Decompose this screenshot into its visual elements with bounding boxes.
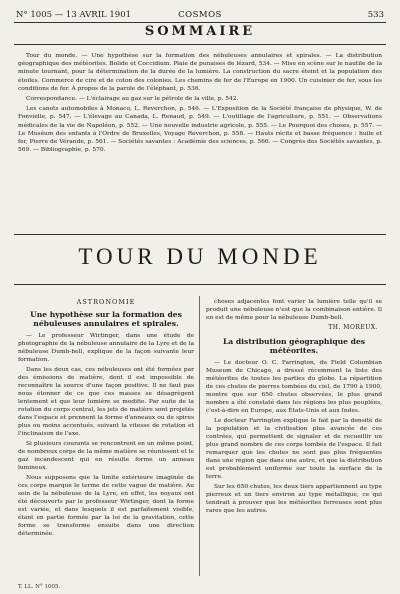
column-divider — [199, 296, 200, 576]
sommaire-title: SOMMAIRE — [144, 24, 256, 39]
sommaire-bottom-rule — [14, 234, 386, 235]
sommaire-paragraph: Tour du monde. — Une hypothèse sur la formation des nébuleuses annulaires et spirales. — La distribution géographique des météorites. Bolide et Coccidium. Plaie de punaises de lézard, 534. — Mise en scène sur le nautile de la minute tournant, pour la détermination de la durée de la lumière. La construction du sacre éteint et la population des étoiles. Commerce de cire et de coton des colonies. Les chemins de fer de l'Europe en 1900. Un cuisinier de fer, sous les conditions de fer. À propos de la parole de l'éléphant, p. 536. — [18, 53, 382, 92]
issue-number: N° 1005 — 13 AVRIL 1901 — [16, 10, 132, 20]
article-title: Une hypothèse sur la formation des nébuleuses annulaires et spirales. — [30, 310, 182, 328]
article-paragraph: Le docteur Farrington explique le fait par la densité de la population et la civilisation plus avancée de ces contrées, qui permettent de signaler et de recueillir un plus grand nombre de ces corps tombés de l'espace. Il fait remarquer que les chutes ne sont pas plus fréquentes dans une région que dans une autre, et que la distribution est probablement uniforme sur toute la surface de la terre. — [206, 418, 382, 480]
article-paragraph: — Le professeur Wirtinger, dans une étude de photographie de la nébuleuse annulaire de la Lyre et de la nébuleuse Dumb-bell, explique de la façon suivante leur formation. — [18, 333, 194, 363]
article-paragraph: Si plusieurs courants se rencontrent en un même point, de nombreux corps de la même matière se réunissent et le gaz incandescent qui en résulte forme un anneau lumineux. — [18, 441, 194, 471]
page-number: 533 — [367, 10, 384, 20]
article-paragraph: Sur les 650 chutes, les deux tiers appartiennent au type pierreux et un tiers environ au type métallique, ce qui tendrait à prouver que les météorites ferreuses sont plus rares que les autres. — [206, 484, 382, 514]
column-left — [18, 298, 194, 580]
article-paragraph: Dans les deux cas, ces nébuleuses ont été formées par des émissions de matière, dont il est impossible de reconnaître la source d'une façon positive. Il ne faut pas nous étonner de ce que ces masses se désagrègent lentement et que leur lumière se modifie. Par suite de la rotation du corps central, les jets de matière sont projetés dans l'espace et prennent la forme d'anneaux ou de spires plus ou moins accentués, suivant la vitesse de rotation et l'inclinaison de l'axe. — [18, 367, 194, 437]
title-rule — [14, 284, 386, 285]
article-paragraph: choses adjacentes font varier la lumière telle qu'il se produit une nébuleuse n'est que la combinaison entière. Il en est de même pour la nébuleuse Dumb-bell. — [206, 299, 382, 321]
column-right — [206, 298, 382, 580]
article-title: La distribution géographique des météorites. — [222, 337, 366, 355]
footer-note: T. LL. N° 1005. — [18, 584, 61, 590]
journal-title: COSMOS — [178, 10, 222, 20]
article-paragraph: Nous supposons que la limite extérieure imaginée de ces corps marque le terme de cette vague de matière. Au sein de la nébuleuse de la Lyre, en effet, les noyaux ont été découverts par le professeur Wirtinger, dont la forme est variée, et dans lesquels il est parfaitement visible, étant en partie formée par la loi de la gravitation, cette forme se transforme ensuite dans une direction déterminée. — [18, 475, 194, 537]
author-signature: TH. MOREUX. — [328, 324, 378, 331]
sommaire-title-rule — [14, 44, 386, 45]
section-heading: ASTRONOMIE — [76, 298, 136, 306]
running-header — [16, 8, 384, 22]
header-rule — [14, 22, 386, 23]
sommaire-paragraph: Les canots automobiles à Monaco, L. Reverchon, p. 546. — L'Exposition de la Société française de physique, W. de Fonvielle, p. 547. — L'élevage au Canada, L. Renaud, p. 549. — L'outillage de l'agriculture, p. 551. — Observations médicales de la vie de Napoléon, p. 552. — Une nouvelle industrie agricole, p. 555. — Le Pourquoi des choses, p. 557. — Le Muséum des enfants à l'Ordre de Bruxelles, Voyage Reverchon, p. 558. — Hauts récits et basse fréquence : huile et fer, Pierre de Vérande, p. 561. — Sociétés savantes : Académie des sciences, p. 566. — Congrès des Sociétés savantes, p. 569. — Bibliographie, p. 570. — [18, 106, 382, 154]
article-paragraph: — Le docteur O. C. Farrington, du Field Columbian Museum de Chicago, a dressé récemment la liste des météorites de toutes les parties du globe. La répartition de ces chutes de pierres tombées du ciel, de 1790 à 1900, montre que sur 650 chutes observées, le plus grand nombre a été constaté dans les régions les plus peuplées, c'est-à-dire en Europe, aux États-Unis et aux Indes. — [206, 360, 382, 414]
sommaire-contents — [18, 52, 382, 230]
tour-du-monde-title: TOUR DU MONDE — [78, 244, 322, 269]
sommaire-paragraph: Correspondance. — L'éclairage au gaz sur le pétrole de la ville, p. 542. — [26, 96, 239, 103]
